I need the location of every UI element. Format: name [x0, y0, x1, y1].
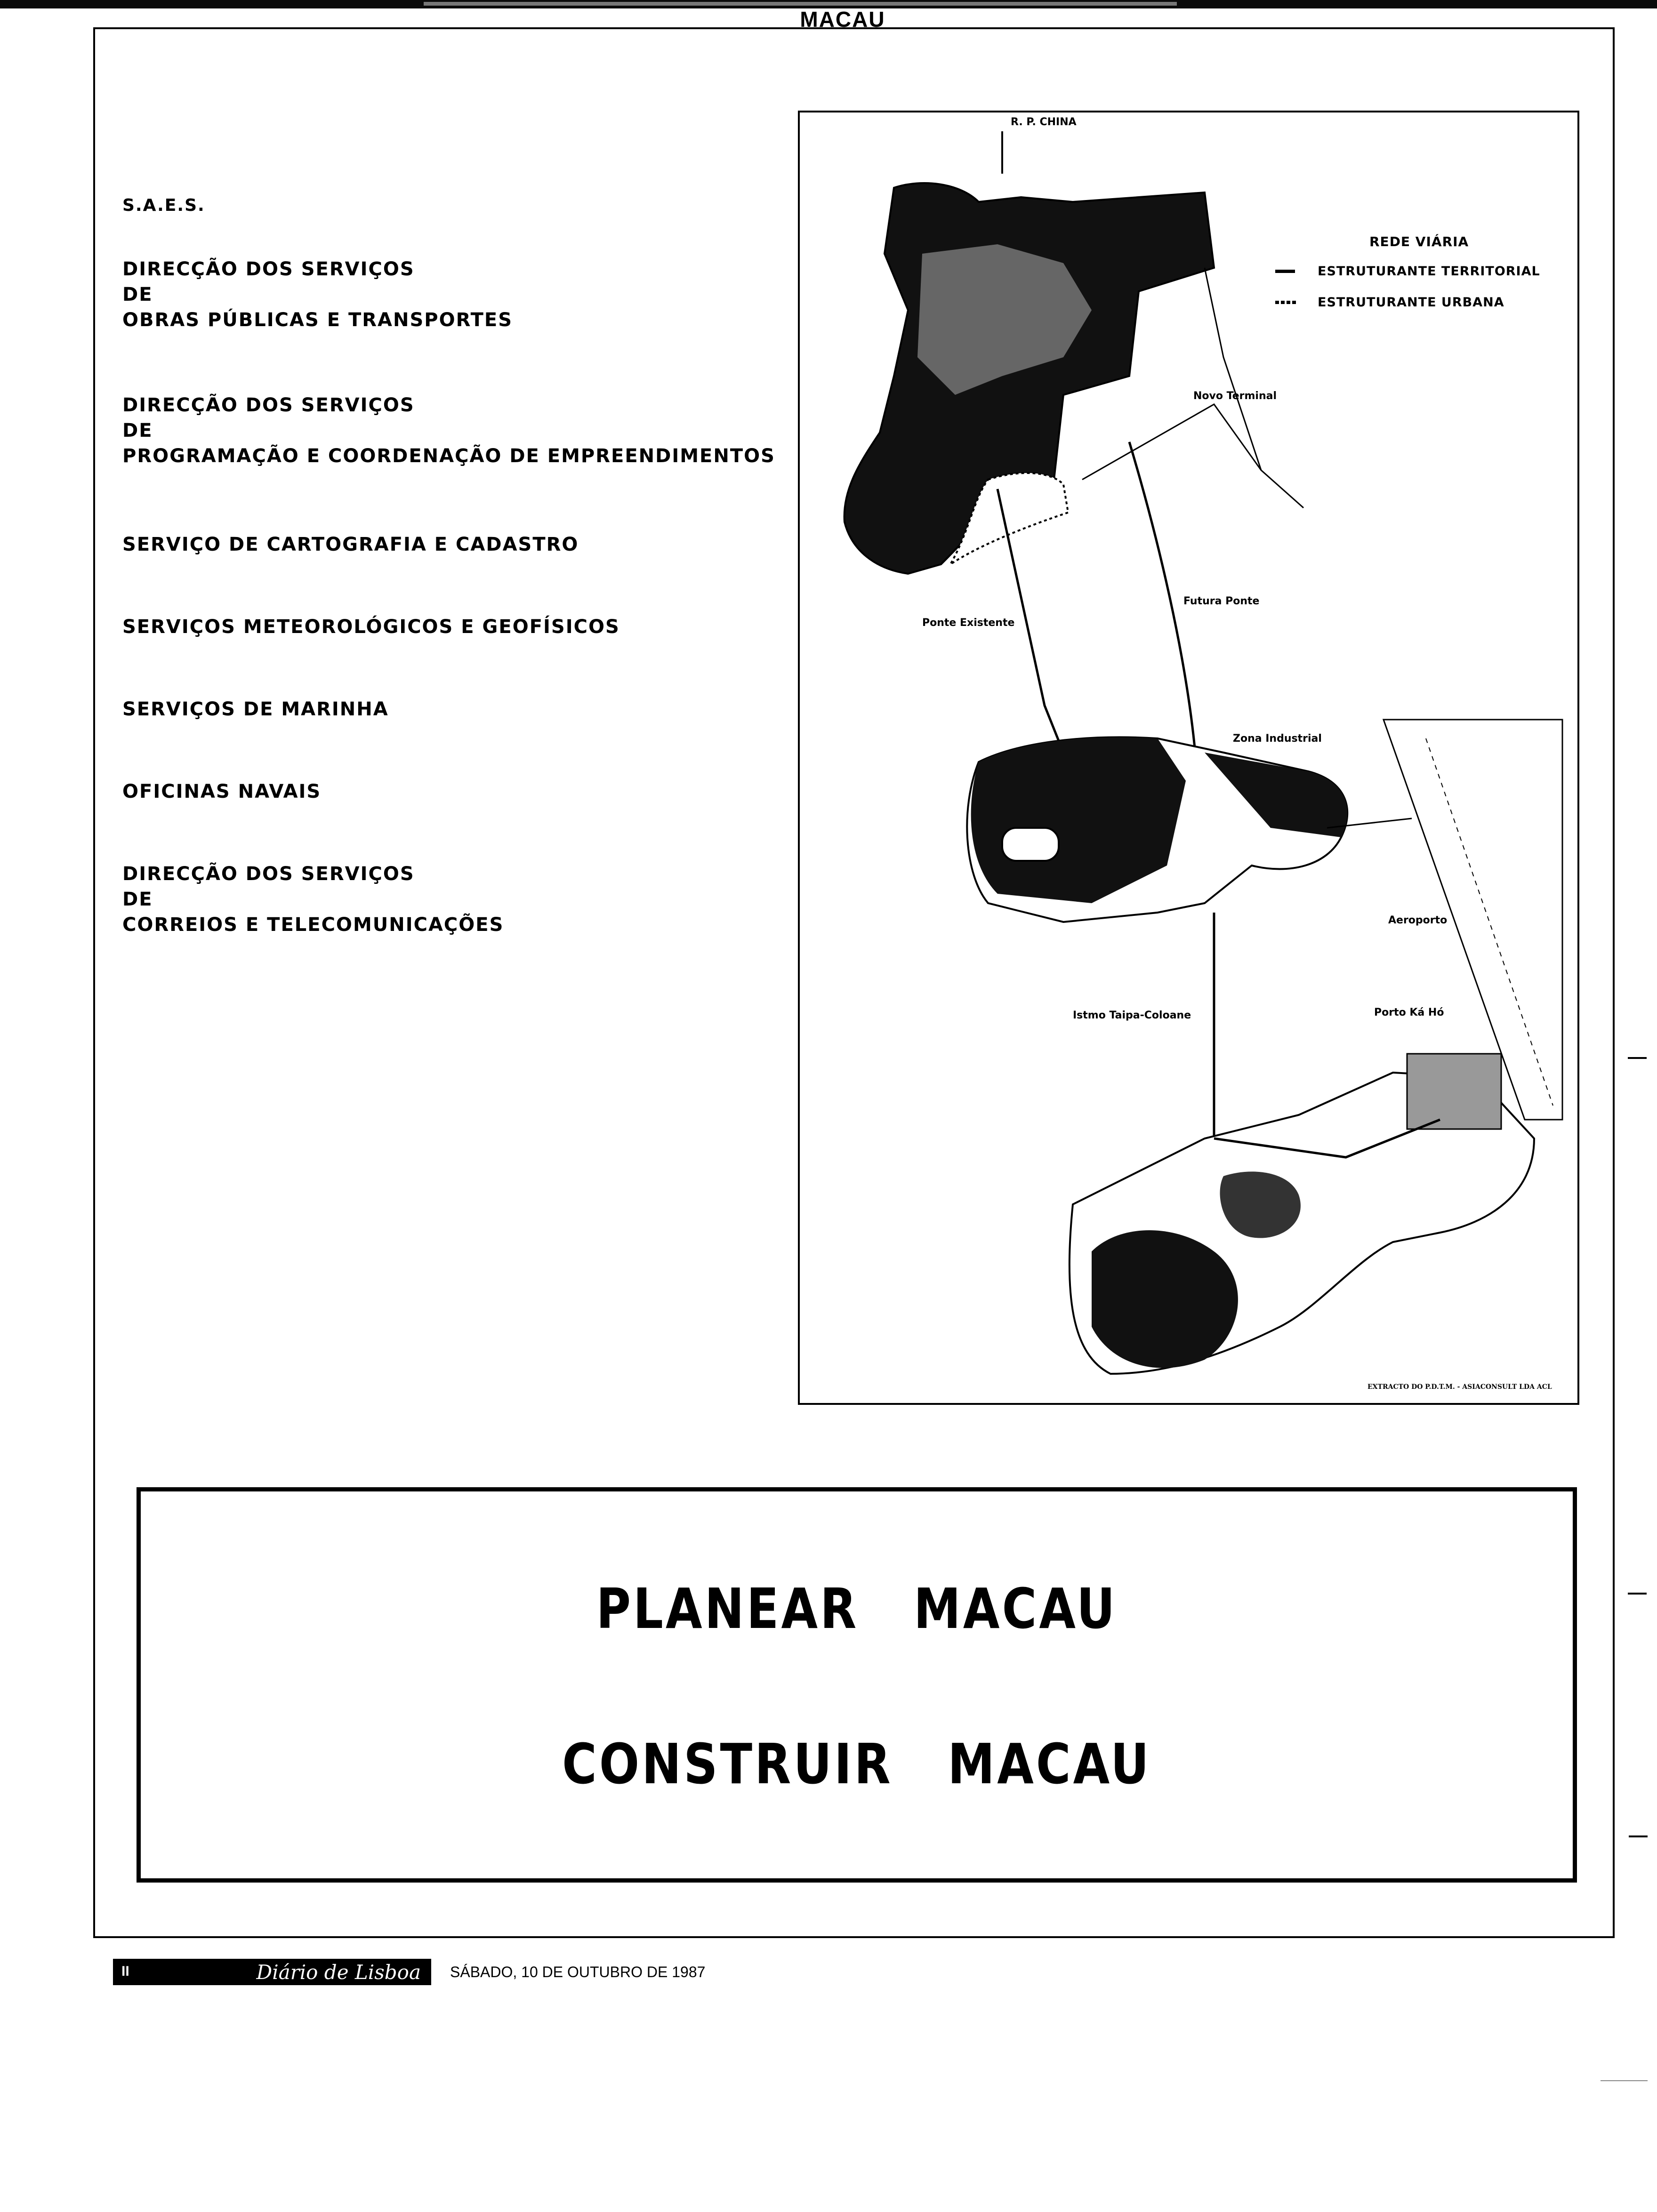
- agency-line: SERVIÇO DE CARTOGRAFIA E CADASTRO: [122, 534, 579, 555]
- newspaper-name: Diário de Lisboa: [256, 1961, 421, 1984]
- agency-line: DE: [122, 284, 153, 305]
- agency-line: DIRECÇÃO DOS SERVIÇOS: [122, 394, 415, 416]
- label-istmo: Istmo Taipa-Coloane: [1073, 1010, 1191, 1021]
- label-china: R. P. CHINA: [1011, 116, 1077, 128]
- top-border-stripe: [424, 2, 1177, 6]
- label-zona-industrial: Zona Industrial: [1233, 733, 1322, 745]
- agency-line: DE: [122, 420, 153, 441]
- agency-line: DIRECÇÃO DOS SERVIÇOS: [122, 258, 415, 280]
- page-number: II: [121, 1964, 129, 1979]
- slogan-line-2: CONSTRUIR MACAU: [562, 1731, 1151, 1796]
- label-aeroporto: Aeroporto: [1388, 914, 1448, 926]
- agency-line: SERVIÇOS METEOROLÓGICOS E GEOFÍSICOS: [122, 616, 620, 638]
- agency-line: SERVIÇOS DE MARINHA: [122, 698, 389, 720]
- margin-mark: [1628, 1593, 1647, 1595]
- road-network-map: [798, 111, 1579, 1405]
- agency-line: OFICINAS NAVAIS: [122, 781, 322, 802]
- slogan-box: [137, 1487, 1577, 1883]
- label-novo-terminal: Novo Terminal: [1193, 390, 1277, 402]
- margin-mark: [1629, 1835, 1648, 1837]
- publication-date: SÁBADO, 10 DE OUTUBRO DE 1987: [450, 1964, 706, 1980]
- taipa-stadium: [1002, 828, 1059, 861]
- slogan-line-1: PLANEAR MACAU: [596, 1576, 1118, 1641]
- label-futura-ponte: Futura Ponte: [1183, 595, 1260, 607]
- page-footer: [113, 1959, 772, 1985]
- section-header: MACAU: [800, 7, 885, 32]
- margin-mark: [1601, 2080, 1648, 2081]
- reclaim-outline: [1082, 404, 1261, 480]
- label-ponte-existente: Ponte Existente: [922, 617, 1015, 629]
- label-porto-ka-ho: Porto Ká Hó: [1374, 1007, 1444, 1018]
- agency-line: PROGRAMAÇÃO E COORDENAÇÃO DE EMPREENDIMENTOS: [122, 445, 775, 467]
- legend-line-urbana: [1275, 301, 1296, 304]
- footer-masthead: [113, 1959, 431, 1985]
- porto-ka-ho-area: [1407, 1054, 1501, 1129]
- legend-title: REDE VIÁRIA: [1369, 234, 1469, 249]
- agency-line: CORREIOS E TELECOMUNICAÇÕES: [122, 914, 504, 936]
- agency-line: DE: [122, 889, 153, 910]
- legend-line-territorial: [1275, 270, 1295, 273]
- agency-line: DIRECÇÃO DOS SERVIÇOS: [122, 863, 415, 885]
- china-border-marker: [1001, 131, 1003, 174]
- agency-line: OBRAS PÚBLICAS E TRANSPORTES: [122, 309, 513, 331]
- legend-item-territorial: ESTRUTURANTE TERRITORIAL: [1318, 264, 1540, 279]
- legend-item-urbana: ESTRUTURANTE URBANA: [1318, 295, 1504, 310]
- map-credit: EXTRACTO DO P.D.T.M. - ASIACONSULT LDA ACL: [1367, 1383, 1552, 1391]
- agency-saes: S.A.E.S.: [122, 196, 205, 215]
- margin-mark: [1628, 1057, 1647, 1059]
